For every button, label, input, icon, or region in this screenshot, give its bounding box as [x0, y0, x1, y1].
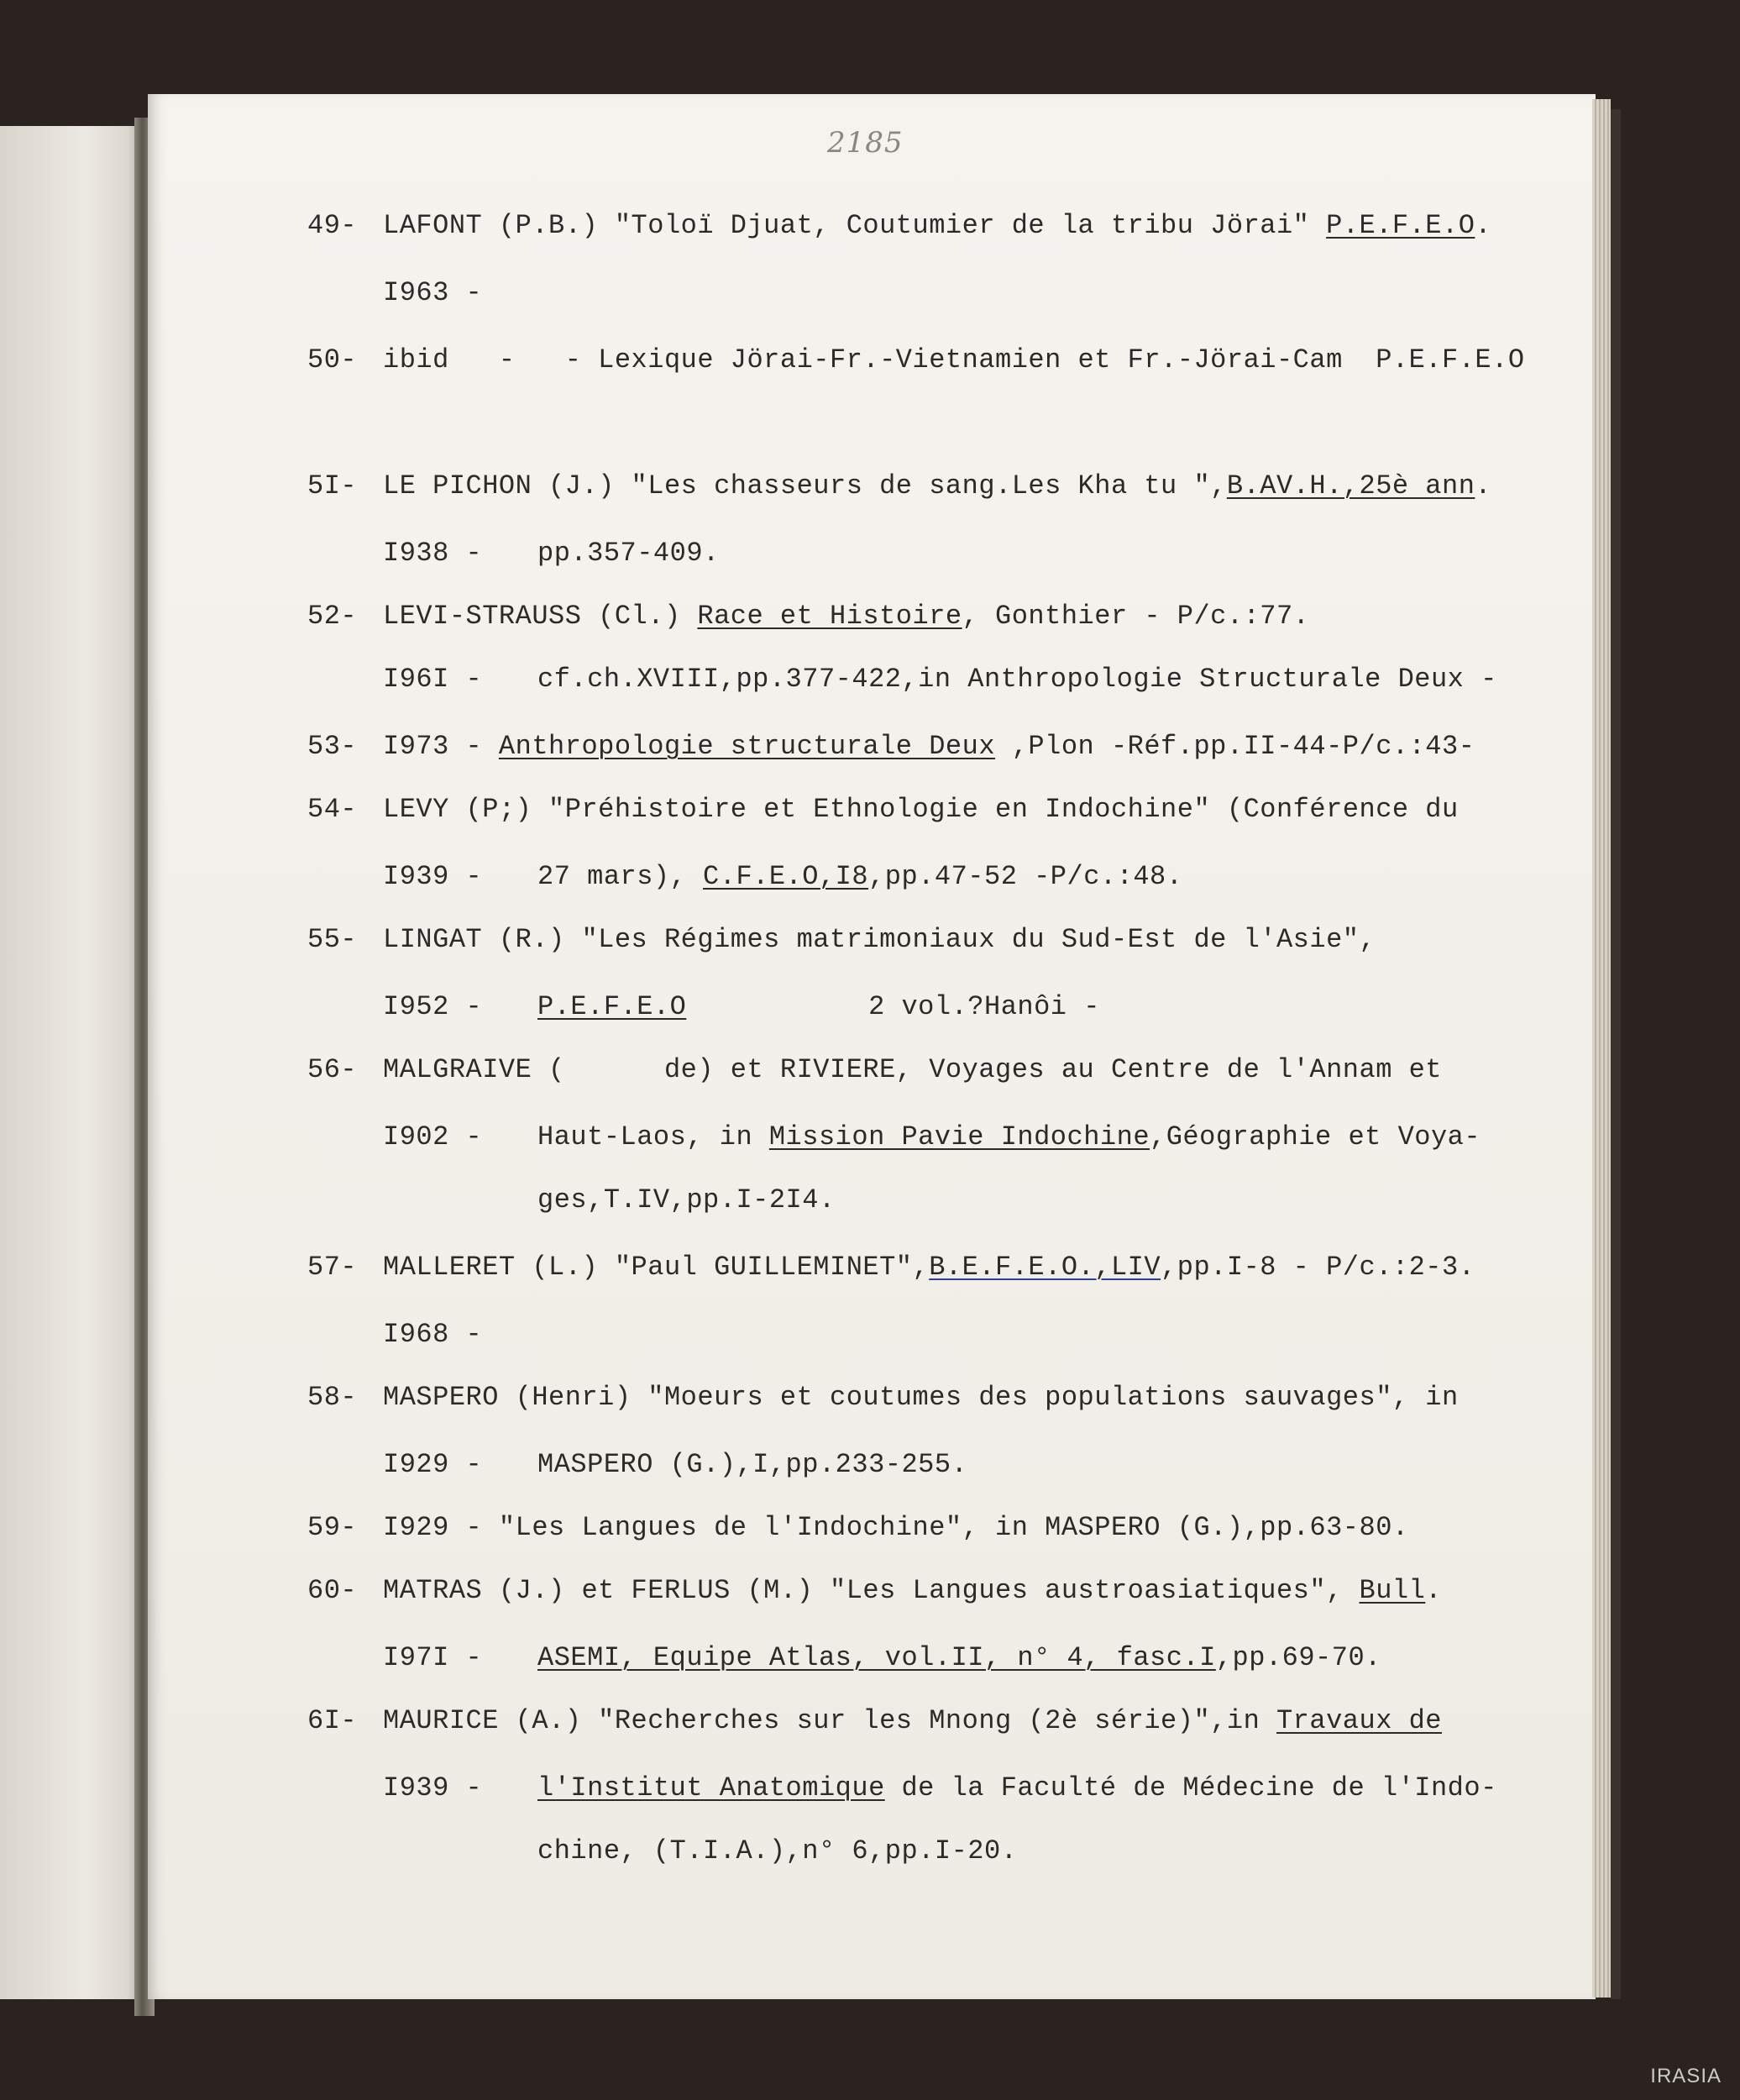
entry-line	[383, 861, 1182, 892]
entry-text: MASPERO (Henri) "Moeurs et coutumes des populations sauvages", in	[383, 1382, 1459, 1413]
entry-number: 54-	[307, 794, 358, 825]
entry-number: 59-	[307, 1512, 358, 1543]
entry-number: 52-	[307, 601, 358, 632]
entry-line	[383, 277, 537, 308]
entry-line	[307, 794, 1459, 825]
entry-line	[307, 1575, 1442, 1606]
entry-year: I968 -	[383, 1319, 483, 1350]
entry-line	[307, 1705, 1442, 1736]
entry-line	[307, 731, 1475, 762]
entry-tail: , Gonthier - P/c.:77.	[962, 601, 1310, 632]
entry-year: I939 -	[383, 861, 483, 892]
underlined-reference: Travaux de	[1276, 1705, 1442, 1736]
page-edges	[1592, 99, 1611, 1998]
book-cover-edge	[1611, 109, 1621, 1999]
entry-year: I96I -	[383, 664, 483, 695]
entry-line	[307, 1512, 1409, 1543]
entry-line	[307, 210, 1491, 241]
entry-tail: 2 vol.?Hanôi -	[686, 991, 1100, 1022]
entry-line	[383, 664, 1497, 695]
underlined-reference: B.AV.H.,25è ann	[1226, 470, 1475, 501]
entry-number: 56-	[307, 1054, 358, 1085]
entry-tail: ,Géographie et Voya-	[1150, 1121, 1481, 1152]
entry-number: 5I-	[307, 470, 358, 501]
entry-number: 58-	[307, 1382, 358, 1413]
entry-number: 57-	[307, 1252, 358, 1283]
underlined-reference: P.E.F.E.O	[537, 991, 687, 1022]
entry-text: MATRAS (J.) et FERLUS (M.) "Les Langues austroasiatiques",	[383, 1575, 1360, 1606]
entry-line	[383, 1319, 537, 1350]
entry-line	[307, 344, 1525, 375]
entry-line	[383, 1449, 967, 1480]
entry-tail: .	[1475, 210, 1492, 241]
entry-text: ges,T.IV,pp.I-2I4.	[537, 1184, 836, 1215]
entry-line	[383, 991, 1100, 1022]
entry-text: MALLERET (L.) "Paul GUILLEMINET",	[383, 1252, 930, 1283]
entry-text: LAFONT (P.B.) "Toloï Djuat, Coutumier de la tribu Jörai"	[383, 210, 1327, 241]
entry-year: I929 -	[383, 1449, 483, 1480]
entry-year: I97I -	[383, 1642, 483, 1673]
entry-text: I929 - "Les Langues de l'Indochine", in MASPERO (G.),pp.63-80.	[383, 1512, 1409, 1543]
entry-text: LEVI-STRAUSS (Cl.)	[383, 601, 698, 632]
entry-year: I952 -	[383, 991, 483, 1022]
entry-number: 60-	[307, 1575, 358, 1606]
entry-line	[383, 1184, 836, 1215]
entry-text: Haut-Laos, in	[537, 1121, 769, 1152]
underlined-reference: Bull	[1359, 1575, 1426, 1606]
underlined-reference: B.E.F.E.O.,LIV	[929, 1252, 1161, 1283]
entry-line	[307, 1054, 1442, 1085]
page-folio: 2185	[827, 126, 904, 160]
underlined-reference: C.F.E.O,I8	[703, 861, 869, 892]
archive-watermark: IRASIA	[1650, 2065, 1722, 2087]
entry-tail: .	[1475, 470, 1492, 501]
entry-line	[307, 924, 1376, 955]
underlined-reference: Anthropologie structurale Deux	[498, 731, 996, 762]
entry-text: ibid - - Lexique Jörai-Fr.-Vietnamien et Fr.-Jörai-Cam P.E.F.E.O	[383, 344, 1525, 375]
entry-tail: .	[1425, 1575, 1442, 1606]
entry-text: cf.ch.XVIII,pp.377-422,in Anthropologie Structurale Deux -	[537, 664, 1497, 695]
left-page	[0, 126, 141, 1999]
entry-line	[383, 1121, 1481, 1152]
entry-text: chine, (T.I.A.),n° 6,pp.I-20.	[537, 1835, 1018, 1866]
entry-text: LE PICHON (J.) "Les chasseurs de sang.Les Kha tu ",	[383, 470, 1227, 501]
entry-number: 50-	[307, 344, 358, 375]
entry-number: 49-	[307, 210, 358, 241]
entry-number: 6I-	[307, 1705, 358, 1736]
entry-line	[383, 1835, 1017, 1866]
entry-number: 53-	[307, 731, 358, 762]
entry-text: LEVY (P;) "Préhistoire et Ethnologie en Indochine" (Conférence du	[383, 794, 1459, 825]
entry-year: I939 -	[383, 1772, 483, 1803]
entry-tail: ,Plon -Réf.pp.II-44-P/c.:43-	[995, 731, 1475, 762]
underlined-reference: Race et Histoire	[697, 601, 962, 632]
underlined-reference: Mission Pavie Indochine	[768, 1121, 1150, 1152]
underlined-reference: l'Institut Anatomique	[537, 1772, 885, 1803]
entry-line	[383, 1642, 1381, 1673]
entry-text: MALGRAIVE ( de) et RIVIERE, Voyages au Centre de l'Annam et	[383, 1054, 1442, 1085]
entry-text: 27 mars),	[537, 861, 704, 892]
entry-tail: ,pp.I-8 - P/c.:2-3.	[1161, 1252, 1475, 1283]
underlined-reference: P.E.F.E.O	[1326, 210, 1475, 241]
entry-year: I963 -	[383, 277, 483, 308]
entry-text: MAURICE (A.) "Recherches sur les Mnong (2è série)",in	[383, 1705, 1276, 1736]
entry-text: pp.357-409.	[537, 538, 720, 569]
entry-number: 55-	[307, 924, 358, 955]
entry-tail: de la Faculté de Médecine de l'Indo-	[884, 1772, 1497, 1803]
entry-line	[383, 538, 720, 569]
underlined-reference: ASEMI, Equipe Atlas, vol.II, n° 4, fasc.I	[537, 1642, 1216, 1673]
entry-tail: ,pp.69-70.	[1215, 1642, 1381, 1673]
entry-line	[307, 601, 1309, 632]
entry-line	[307, 470, 1491, 501]
entry-text: MASPERO (G.),I,pp.233-255.	[537, 1449, 968, 1480]
entry-text: LINGAT (R.) "Les Régimes matrimoniaux du Sud-Est de l'Asie",	[383, 924, 1376, 955]
entry-line	[383, 1772, 1497, 1803]
entry-tail: ,pp.47-52 -P/c.:48.	[868, 861, 1183, 892]
entry-text: I973 -	[383, 731, 499, 762]
entry-year: I902 -	[383, 1121, 483, 1152]
entry-line	[307, 1382, 1459, 1413]
entry-year: I938 -	[383, 538, 483, 569]
entry-line	[307, 1252, 1475, 1283]
